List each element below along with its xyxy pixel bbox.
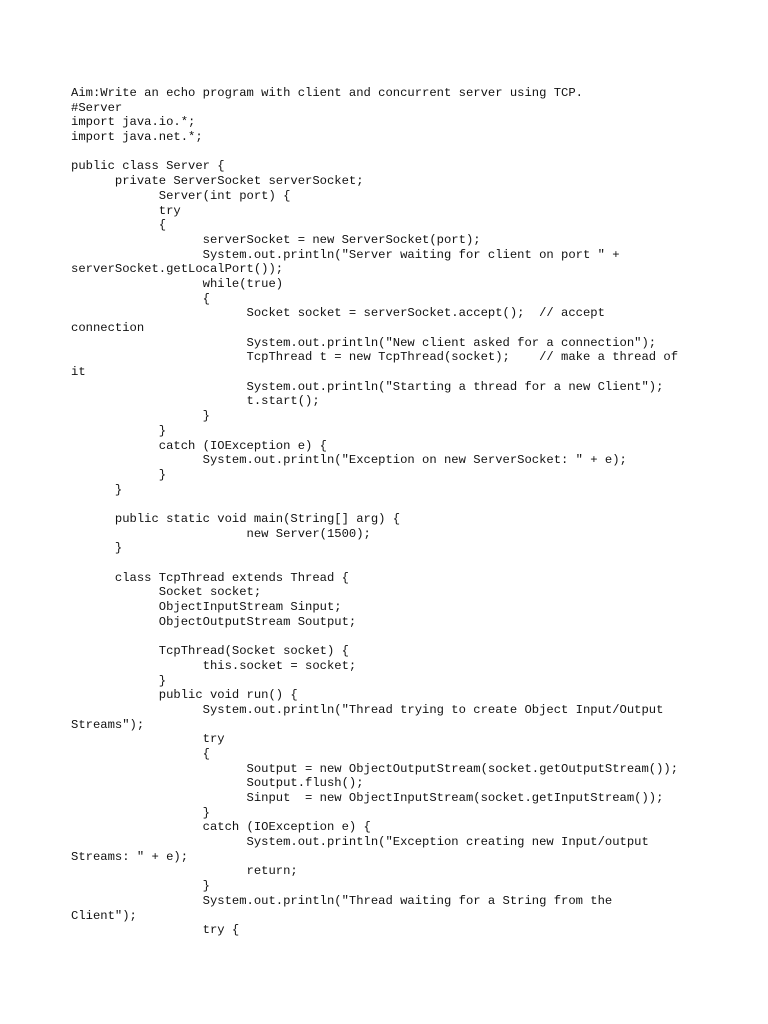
code-line: try: [71, 203, 181, 218]
code-line: }: [71, 423, 167, 438]
code-line: while(true): [71, 276, 284, 291]
code-line: try {: [71, 923, 240, 938]
code-line: serverSocket = new ServerSocket(port);: [71, 232, 481, 247]
code-line: new Server(1500);: [71, 526, 371, 541]
code-line: import java.net.*;: [71, 130, 203, 145]
code-line: TcpThread(Socket socket) {: [71, 644, 349, 659]
code-line: private ServerSocket serverSocket;: [71, 174, 364, 189]
code-line: {: [71, 218, 167, 233]
code-line: [71, 556, 678, 571]
code-line: public void run() {: [71, 688, 298, 703]
code-line: return;: [71, 864, 298, 879]
code-line: Client");: [71, 908, 137, 923]
code-line: }: [71, 805, 210, 820]
code-line: }: [71, 879, 210, 894]
code-line: }: [71, 541, 123, 556]
code-line: this.socket = socket;: [71, 658, 357, 673]
code-line: System.out.println("New client asked for a connection");: [71, 335, 657, 350]
code-line: {: [71, 291, 210, 306]
code-line: ObjectOutputStream Soutput;: [71, 614, 357, 629]
code-line: System.out.println("Thread waiting for a String from the: [71, 893, 613, 908]
code-line: System.out.println("Starting a thread for a new Client");: [71, 379, 664, 394]
code-line: Sinput = new ObjectInputStream(socket.getInputStream());: [71, 791, 664, 805]
code-line: Socket socket;: [71, 585, 262, 600]
code-line: Soutput.flush();: [71, 776, 364, 791]
code-line: }: [71, 482, 123, 497]
code-line: System.out.println("Exception on new ServerSocket: " + e);: [71, 453, 627, 468]
code-line: }: [71, 409, 210, 424]
code-line: catch (IOException e) {: [71, 820, 371, 835]
code-line: serverSocket.getLocalPort());: [71, 262, 284, 277]
code-line: {: [71, 746, 210, 761]
code-line: public class Server {: [71, 159, 225, 174]
code-line: System.out.println("Server waiting for client on port " +: [71, 247, 620, 262]
code-listing: [71, 86, 678, 938]
code-line: Server(int port) {: [71, 188, 291, 203]
code-line: Streams");: [71, 717, 145, 732]
code-line: Soutput = new ObjectOutputStream(socket.getOutputStream());: [71, 761, 679, 776]
code-line: import java.io.*;: [71, 115, 196, 130]
code-line: #Server: [71, 100, 123, 115]
code-line: [71, 629, 678, 644]
code-line: it: [71, 365, 86, 380]
code-line: Aim:Write an echo program with client and concurrent server using TCP.: [71, 86, 583, 100]
code-line: public static void main(String[] arg) {: [71, 511, 401, 526]
code-line: Socket socket = serverSocket.accept(); // accept: [71, 306, 605, 321]
code-line: t.start();: [71, 394, 320, 409]
code-line: TcpThread t = new TcpThread(socket); // make a thread of: [71, 350, 679, 365]
code-line: }: [71, 467, 167, 482]
code-line: class TcpThread extends Thread {: [71, 570, 349, 585]
code-line: ObjectInputStream Sinput;: [71, 600, 342, 615]
code-line: System.out.println("Thread trying to create Object Input/Output: [71, 702, 664, 717]
code-line: catch (IOException e) {: [71, 438, 327, 453]
code-line: [71, 145, 678, 160]
code-line: connection: [71, 321, 145, 335]
code-line: Streams: " + e);: [71, 849, 189, 864]
code-line: try: [71, 732, 225, 747]
code-line: }: [71, 673, 167, 688]
code-line: [71, 497, 678, 512]
code-line: System.out.println("Exception creating new Input/output: [71, 835, 649, 850]
